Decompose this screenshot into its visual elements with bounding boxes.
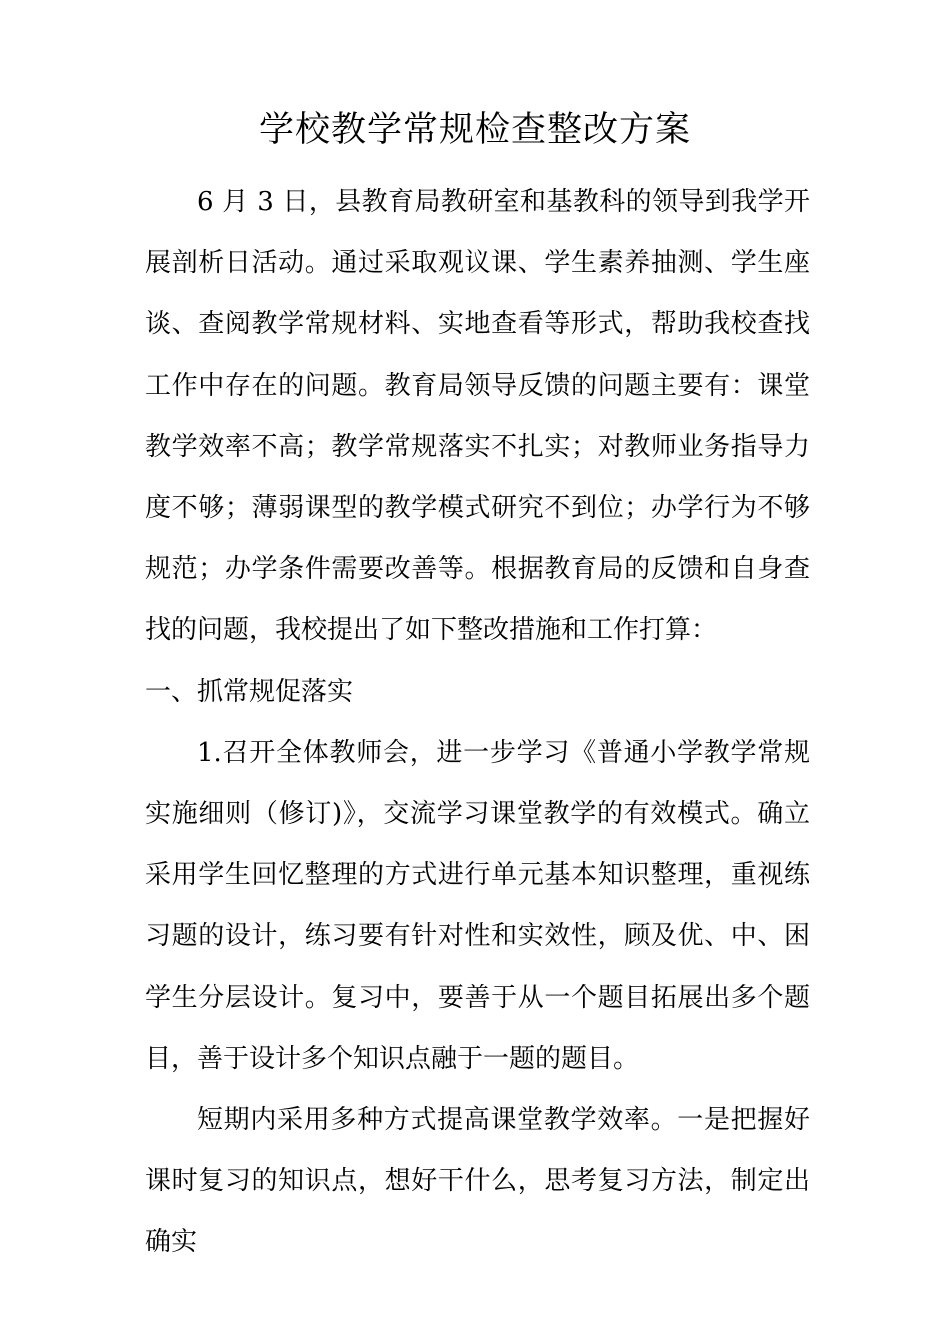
document-title: 学校教学常规检查整改方案 — [258, 110, 691, 150]
intro-paragraph: 6 月 3 日，县教育局教研室和基教科的领导到我学开展剖析日活动。通过采取观议课、学生素养抽测、学生座谈、查阅教学常规材料、实地查看等形式，帮助我校查找工作中存在的问题。教育局领导反馈的问题主要有：课堂教学效率不高；教学常规落实不扎实；对教师业务指导力度不够；薄弱课型的教学模式研究不到位；办学行为不够规范；办学条件需要改善等。根据教育局的反馈和自身查找的问题，我校提出了如下整改措施和工作打算： — [145, 187, 810, 646]
document-body — [145, 172, 810, 1274]
measure-paragraph-2: 短期内采用多种方式提高课堂教学效率。一是把握好课时复习的知识点，想好干什么，思考复习方法，制定出确实 — [145, 1105, 810, 1258]
measure-paragraph-1: 1.召开全体教师会，进一步学习《普通小学教学常规实施细则（修订)》，交流学习课堂教学的有效模式。确立采用学生回忆整理的方式进行单元基本知识整理，重视练习题的设计，练习要有针对性和实效性，顾及优、中、困学生分层设计。复习中，要善于从一个题目拓展出多个题目，善于设计多个知识点融于一题的题目。 — [145, 737, 810, 1074]
section-heading: 一、抓常规促落实 — [145, 676, 354, 707]
